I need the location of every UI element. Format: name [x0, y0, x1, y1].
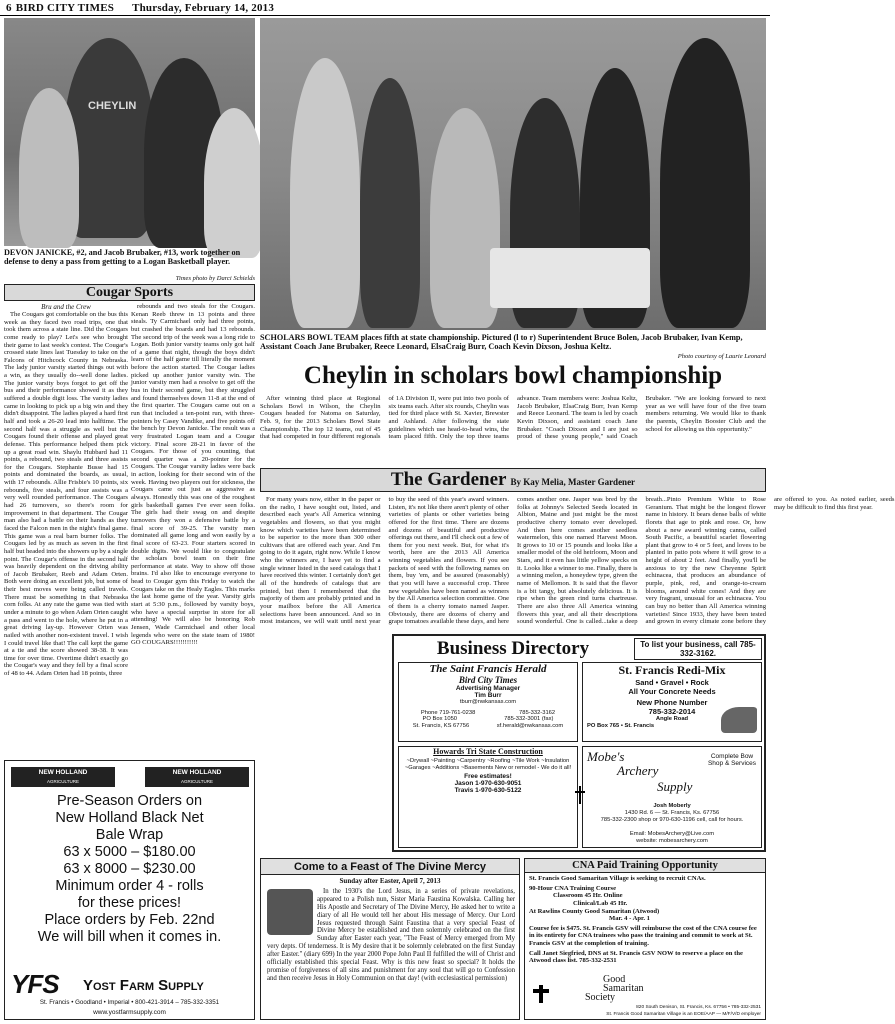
store-name: Yost Farm Supply: [83, 977, 204, 994]
price-5000: 63 x 5000 – $180.00: [63, 844, 196, 860]
herald-city: St. Francis, KS 67756: [412, 722, 470, 729]
new-holland-logo-left: NEW HOLLAND AGRICULTURE: [11, 767, 115, 787]
cougar-byline: Bru and the Crew: [41, 303, 91, 311]
yfs-logo: YFS: [11, 969, 59, 999]
directory-cta: To list your business, call 785-332-3162.: [634, 638, 762, 660]
herald-role: Advertising Manager: [455, 685, 521, 692]
herald-name: The Saint Francis Herald: [429, 663, 547, 675]
herald-email2: sf.herald@nwkansas.com: [496, 722, 564, 729]
redimix-label: New Phone Number: [636, 698, 708, 707]
masthead-rule: [0, 15, 770, 16]
good-samaritan-logo-icon: [531, 985, 551, 1003]
mercy-text: In the 1930's the Lord Jesus, in a series of private revelations, appeared to a Polish nun, Sister Maria Faustina Kowalska. Calling her His Apostle and Secretary of The Divine Mercy, He asked her to write a diary of all He would tell her about His message of Mercy. Our Lord Jesus requested through Saint Faustina that a very special Feast of Divine Mercy be established and then solemnly celebrated on the first Sunday after Easter each year, "The Feast of Mercy emerged from My very depts. Of tenderness. It is My desire that it be solemnly celebrated on the first Sunday after Easter." (diary 699) In the year 2000 Pope John Paul II fulfilled the will of Christ and officially established this special Feast. Why is this new feast so special? It holds the promise of forgiveness of all sins and punishment for any soul that will go to Confession and then receive Jesus in Holy Communion on that day! (with ecclesiastical permission): [267, 888, 515, 982]
cna-body: St. Francis Good Samaritan Village is seeking to recruit CNAs. 90-Hour CNA Training Course Classroom 45 Hr. Online Clinical/Lab 45 Hr. At Rawlins County Good Samaritan (Atwood) Mar. 4 - Apr. 1 Course fee is $475. St. Francis GSV will reimburse the cost of the CNA course fee in its entirety for CNA trainees who pass the training and commit to work at St. Francis GSV at the completion of training. Call Janet Siegfried, DNS at St. Francis GSV NOW to reserve a place on the Atwood class list. 785-332-2531: [529, 875, 757, 965]
scholars-article: After winning third place at Regional Scholars Bowl in Wilson, the Cheylin Cougars headed for Natoma on Saturday, Feb. 9, for the 2013 Scholars Bowl State Championship. The top 12 teams, out of 45 that had competed in four different regionals of 1A Division II, were put into two pools of six teams each. After six rounds, Cheylin was tied for third place with St. Xavier, Brewster and Ashland. After following the state guidelines which use head-to-head wins, the team placed fifth. Only the top three teams advance. Team members were: Joshua Keltz, Jacob Brubaker, ElsaCraig Burr, Ivan Kemp and Reece Leonard. The team is led by coach Kevin Dixson, and assistant coach Jane Brubaker. "Coach Dixson and I are just so proud of these young people," said Coach Brubaker. "We are looking forward to next year as we will have four of the five team members returning. We would like to thank the parents, Cheylin Booster Club and the school for allowing us this opportunity.": [260, 395, 766, 441]
photo1-caption: DEVON JANICKE, #2, and Jacob Brubaker, #13, work together on defense to deny a pass from getting to a Logan Basketball player.: [4, 248, 241, 267]
cna-footer-eoe: St. Francis Good Samaritan Village is an EOE/AAP — M/F/V/D employer: [606, 1012, 761, 1017]
mobes-phone: 785-332-2300 shop or 970-630-1196 cell, call for hours.: [600, 817, 744, 823]
mobes-name1: Mobe's: [587, 749, 625, 764]
mobes-ad: [582, 746, 762, 848]
cross-icon: [575, 786, 585, 804]
cna-footer-address: 820 South Denison, St. Francis, Ks. 67756 • 785-332-2531: [636, 1005, 761, 1010]
mixer-truck-icon: [721, 707, 757, 733]
jersey-text: CHEYLIN: [88, 100, 137, 112]
mobes-services: Complete Bow Shop & Services: [707, 753, 757, 767]
basketball-photo: [4, 18, 255, 246]
herald-person: Tim Burr: [474, 692, 502, 699]
mobes-owner: Josh Moberly: [653, 803, 691, 809]
cougar-column-1: The Cougars got comfortable on the bus this week as they faced two road trips, one that took them across a state line. Did the Cougars come ready to play? Let's see who brought their game to last week's contest. The Cougar's crossed state lines last Tuesday to take on the Falcons of Hitchcock County in Nebraska. The lady junior varsity started things out with a win, as they usually do--well done ladies. The junior varsity boys forgot to get off the bus and their performance showed it as they suffered a double digit loss. The varsity ladies came in looking to pick up a big win and they didn't disappoint. The ladies played a hard first half and took a 26-20 lead into halftime. The second half was a struggle as well but the Cougars found their offense and played great defense. This performance helped them pick up a great road win. Shaylu Hubbard had 11 points, a rebound, two steals and three assists for the Cougars. Stephanie Busse had 15 points and dominated the boards, as usual, with 17 rebounds. Allie Frisbie's 10 points, six rebounds, five steals, and four assists was a very well rounded performance. The Cougars had 26 turnovers, so there's room for improvement in that department. The Cougar man also had a battle on their hands as they faced the Falcon men in the night's final game. This game was a real barn burner folks. The Cougars led by as much as seven in the first half but headed into the showers up by a single point. The Cougar's offense in the second half was heavily dependent on the driving ability of Jacob Brubaker, Reeb and Adam Orten. Both were doing an excellent job, but some of their best moves were being called travels. There must be something in that Nebraska corn folks. At any rate the game was tied with under a minute to go when Adam Orten caught a pass and went to the hole, where he put in a great driving lay-up. However Orten was nailed with another non-existent travel. I wish I could travel like that! The call kept the game at a tie and the score showed 38-38. It was time for over time. Overtime didn't exactly go the Cougar's way and they fell by a final score of 48 to 44. Adam Orten had 18 points, three: [4, 311, 128, 678]
mobes-address: 1430 Rd. 6 — St. Francis, Ks. 67756: [624, 810, 720, 816]
wrap-offer: Pre-Season Orders on New Holland Black Net Bale Wrap 63 x 5000 – $180.00 63 x 8000 – $230.00 Minimum order 4 - rolls for these prices! Place orders by Feb. 22nd We will bill when it comes in.: [5, 793, 254, 946]
page-number: 6: [6, 2, 12, 14]
masthead: [6, 2, 292, 14]
mercy-date: Sunday after Easter, April 7, 2013: [339, 877, 441, 885]
redimix-name: St. Francis Redi-Mix: [618, 663, 726, 677]
mobes-email: Email: MobesArchery@Live.com: [629, 831, 715, 837]
photo2-credit: Photo courtesy of Laurie Leonard: [677, 353, 766, 360]
cna-title: CNA Paid Training Opportunity: [525, 859, 765, 873]
redimix-ad: [582, 662, 762, 742]
mobes-web: website: mobesarchery.com: [636, 838, 708, 844]
photo1-credit: Times photo by Darci Schields: [175, 275, 255, 282]
gardener-header: [260, 468, 766, 492]
cougar-column-2: rebounds and two steals for the Cougars. Kenan Reeb threw in 13 points and three steals. Ty Carmichael only had three points, but crashed the boards and had 13 rebounds. The second trip of the week was a long ride to Logan. Both junior varsity teams only got half of a game that night, though the boys didn't learn of the half game till literally the moment before the action started. The Cougar ladies picked up another junior varsity win. The junior varsity men had a resolve to get off the bus in their second game, but they struggled and found themselves down 11-8 at the end of the first quarter. The Cougars came out on a run that included a ten-point run, with three-pointers by Casey Vandike, and five points off the bench by Devon Janicke. The result was a very frustrated Logan team and a Cougar victory. Final score 28-21 in favor of the Cougars. For those of you counting, that second quarter was a 20-pointer for the Cougars. The Cougar varsity ladies were back in action, looking for their second win of the week. Having two players out for sickness, the Cougars came out just as aggressive as always. Honestly this was one of the roughest girls basketball games I've ever seen folks. The girls had their swag on and despite turnovers they won a defensive battle by a final score of 39-25. The varsity men dominated all game long and won easily by a final score of 63-23. Four starters scored in double digits. We would like to congratulate the scholars bowl team on their fine performance at state. Way to show off those brains. I'd also like to encourage everyone to head to Cougar gym this Friday to watch the Cougars take on the Healy Eagles. This marks the last home game of the year. Varsity girls start at 5:30 p.m., followed by varsity boys, who have a special surprise in store for all attending! We will also be honoring Rob Jensen, Wade Carmichael and other local legends who were on the state team of 1980! GO COUGARS!!!!!!!!!!!: [131, 303, 255, 647]
business-directory: [392, 634, 766, 852]
howards-phone2: Travis 1-970-630-5122: [454, 787, 522, 795]
herald-fax: 785-332-3001 (fax): [504, 716, 554, 723]
redimix-po: PO Box 765 • St. Francis: [587, 722, 655, 729]
herald-phone2: 785-332-3162: [519, 709, 556, 716]
howards-phone1: Jason 1-970-630-9051: [454, 780, 522, 788]
herald-po: PO Box 1050: [422, 716, 458, 723]
cougar-sports-header: Cougar Sports: [4, 284, 255, 301]
scholars-bowl-photo: [260, 18, 766, 330]
directory-title: Business Directory: [436, 638, 590, 659]
redimix-line1: Sand • Gravel • Rock: [635, 678, 709, 687]
redimix-road: Angle Road: [655, 716, 689, 722]
store-towns: St. Francis • Goodland • Imperial • 800-421-3914 – 785-332-3351: [39, 999, 220, 1006]
store-website: www.yostfarmsupply.com: [93, 1009, 166, 1016]
mobes-name2: Archery: [617, 763, 659, 778]
redimix-line2: All Your Concrete Needs: [628, 687, 716, 696]
new-holland-logo-right: NEW HOLLAND AGRICULTURE: [145, 767, 249, 787]
herald-phone1: Phone 719-761-0238: [420, 709, 476, 716]
gardener-title: The Gardener: [390, 469, 507, 490]
mobes-name3: Supply: [657, 779, 693, 794]
herald-email: tburr@nwkansas.com: [459, 699, 517, 705]
howards-free: Free estimates!: [464, 773, 512, 781]
herald-sub: Bird City Times: [458, 675, 518, 685]
photo2-caption: SCHOLARS BOWL TEAM places fifth at state championship. Pictured (l to r) Superintendent Bruce Bolen, Jacob Brubaker, Ivan Kemp, Assistant Coach Jane Brubaker, Reece Leonard, ElsaCraig Burr, Coach Kevin Dixson, Joshua Keltz.: [260, 333, 743, 352]
mercy-title: Come to a Feast of The Divine Mercy: [261, 859, 519, 875]
redimix-phone: 785-332-2014: [648, 707, 696, 716]
howards-ad: [398, 746, 578, 848]
gardener-byline: By Kay Melia, Master Gardener: [510, 477, 636, 487]
yost-farm-ad: [4, 760, 255, 1020]
price-8000: 63 x 8000 – $230.00: [63, 861, 196, 877]
howards-name: Howards Tri State Construction: [433, 747, 543, 756]
good-samaritan-logo-text: Good Samaritan Society: [585, 974, 644, 1003]
scholars-headline: Cheylin in scholars bowl championship: [303, 362, 723, 389]
howards-services: ~Drywall ~Painting ~Carpentry ~Roofing ~Tile Work ~Insulation ~Garages ~Additions ~Basements New or remodel - We do it all!: [404, 758, 572, 771]
gardener-article: For many years now, either in the paper or on the radio, I have sought out, listed, and described each year's All America winning vegetables and flowers, so that you might know which varieties have been determined to be superior to the more than 300 other cultivars that are offered each year. And I'm going to do it again, right now. While I know who the winners are, I have yet to find a single winner listed in the seed catalogs that I have received this winter. I certainly don't get all of the hundreds of catalogs that are printed, but then I remembered that the majority of them are probably printed and in your mailbox before the All America selections have been announced. And so in most instances, we will wait until next year to buy the seed of this year's award winners. Listen, it's not like there aren't plenty of other varieties of plants or other varieties being offered for the first time. There are dozens and dozens of beautiful and productive offerings out there, and I'll check out a few of them for you next week. But, for what it's worth, here are the 2013 All America winning vegetables and flowers. If you see packets of seed with the following names on them, buy 'em, and be assured (reasonably) that you will have a successful crop. Three new vegetables have been named as winners by the All America selection committee. One of them is a cherry tomato named Jasper. Obviously, there are dozens of cherry and grape tomatoes available these days, and here comes another one. Jasper was bred by the folks at Johnny's Selected Seeds located in Albion, Maine and just might be the most productive cherry tomato ever developed. And then here comes another seedless watermelon, this one named Harvest Moon. It grows to 10 or 15 pounds and looks like a smaller model of the old heirloom, Moon and Stars, and it even has little yellow specks on it. Looks like a winner to me. Finally, there is a winning melon, a honeydew type, given the name of Mellomon. It is said that the flavor is a bit tangy, but absolutely delicious. It is ripe when the green rind turns chartreuse. There are also three All America winning flowers this year, and all their descriptions sound wonderful. One is called...take a deep breath...Pinto Premium White to Rose Geranium. That might be the longest flower name in history. It bears dense balls of white florets that age to pink and rose. Or, how about a new award winning canna, called South Pacific, a beautiful scarlet flowering plant that grow to 4 or 5 feet, and loves to be planted in patio pots where it will grow to a height of about 2 feet. And finally, you'll be anxious to try the new Cheyenne Spirit echinacea, that produces an abundance of purple, pink, red, and orange-to-cream blooms, around white cones! And they are very fragrant, unusual for an echinacea. You can buy no better than All America winning varieties! Since 1933, they have been tested and grown in every climate zone before they are offered to you. As noted earlier, seeds may be difficult to find this first year.: [260, 496, 895, 626]
divine-mercy-ad: [260, 858, 520, 1020]
issue-date: Thursday, February 14, 2013: [132, 2, 275, 14]
cna-ad: [524, 858, 766, 1020]
herald-ad: [398, 662, 578, 742]
paper-name: BIRD CITY TIMES: [15, 2, 115, 14]
